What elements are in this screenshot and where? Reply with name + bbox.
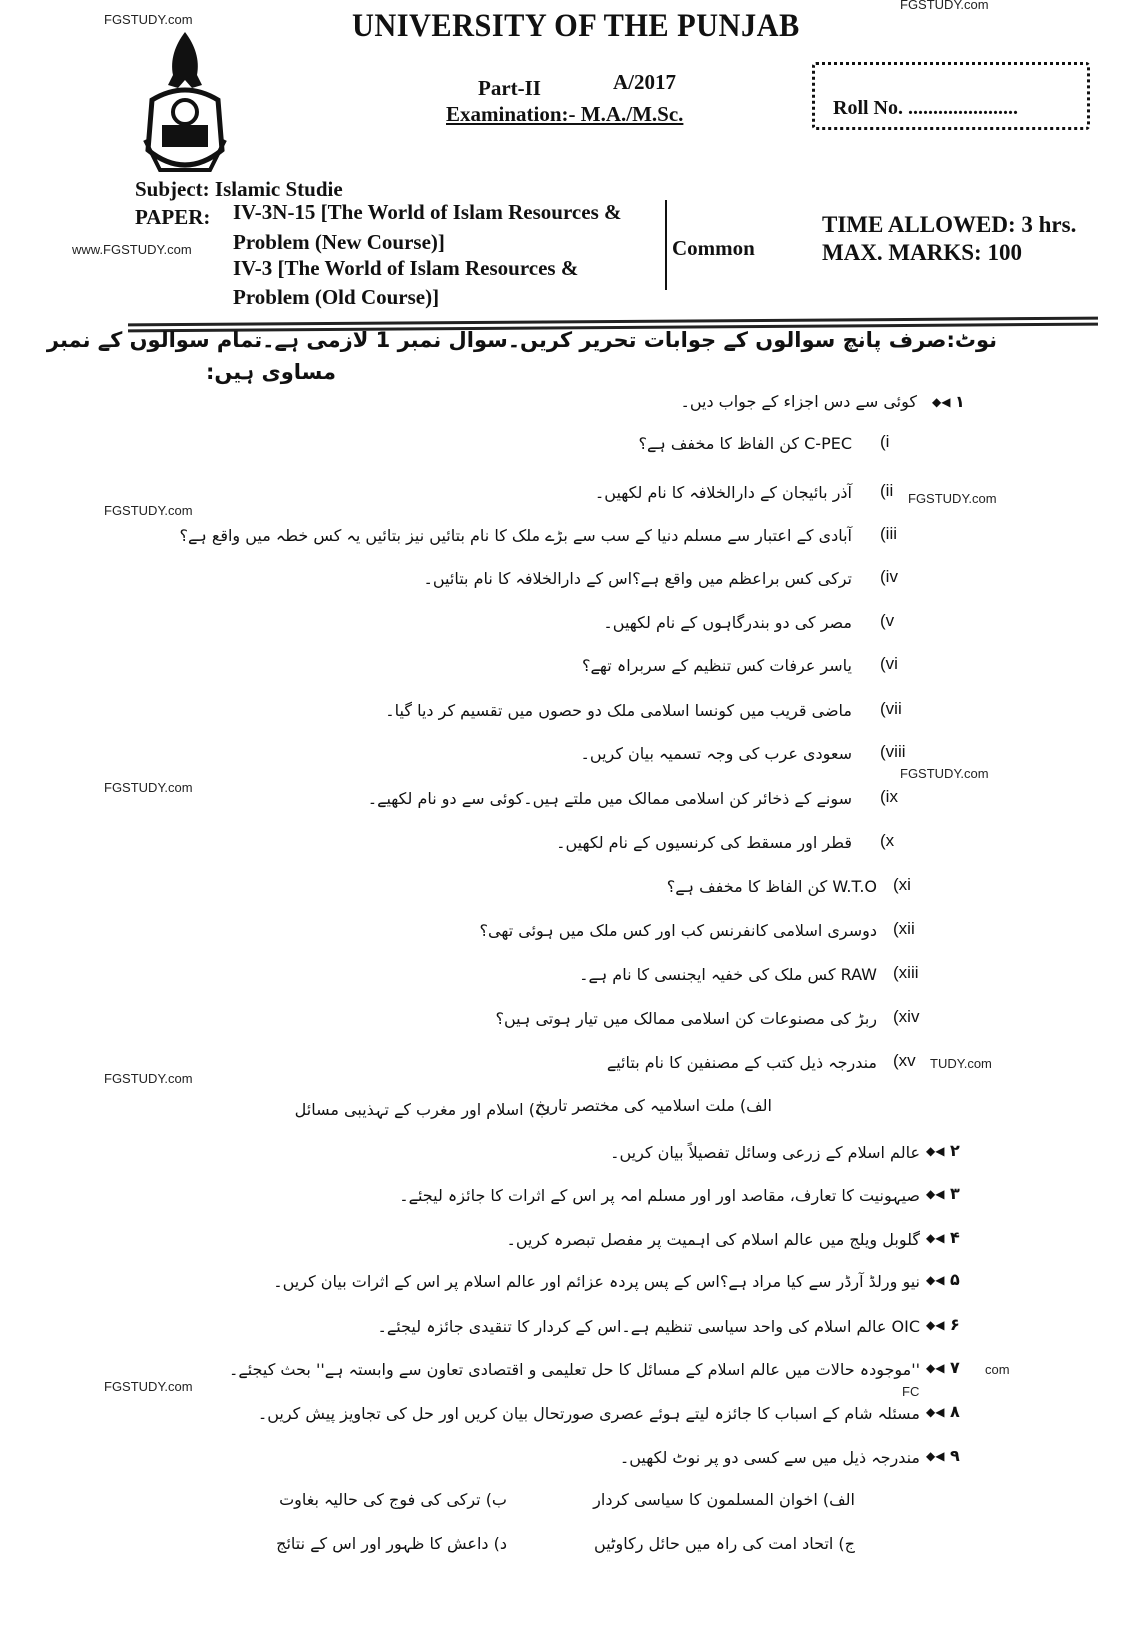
- part-text: یاسر عرفات کس تنظیم کے سربراہ تھے؟: [582, 656, 852, 675]
- question-number: ۹: [950, 1446, 960, 1465]
- part-number: (vi: [880, 654, 898, 673]
- question-text: OIC عالم اسلام کی واحد سیاسی تنظیم ہے۔اس کے کردار کا تنقیدی جائزہ لیجئے۔: [377, 1317, 920, 1336]
- pointer-icon: ◆◀: [932, 395, 951, 409]
- part-number: (vii: [880, 699, 902, 718]
- part-number: (ix: [880, 787, 898, 806]
- session-label: A/2017: [613, 70, 676, 94]
- pointer-icon: ◆◀: [926, 1187, 945, 1201]
- watermark: FGSTUDY.com: [104, 1071, 193, 1086]
- part-text: سونے کے ذخائر کن اسلامی ممالک میں ملتے ہیں۔کوئی سے دو نام لکھیے۔: [367, 789, 852, 808]
- question-text: عالم اسلام کے زرعی وسائل تفصیلاً بیان کریں۔: [610, 1143, 920, 1162]
- watermark: FGSTUDY.com: [104, 780, 193, 795]
- question-number: ۸: [950, 1402, 960, 1421]
- question-text: نیو ورلڈ آرڈر سے کیا مراد ہے؟اس کے پس پردہ عزائم اور عالم اسلام پر اس کے اثرات بیان کریں۔: [273, 1272, 920, 1291]
- part-text: ماضی قریب میں کونسا اسلامی ملک دو حصوں میں تقسیم کر دیا گیا۔: [385, 701, 852, 720]
- watermark: FGSTUDY.com: [104, 12, 193, 27]
- question-number: ۲: [950, 1141, 960, 1160]
- watermark: FGSTUDY.com: [908, 491, 997, 506]
- question-number: ۱: [955, 392, 965, 411]
- pointer-icon: ◆◀: [926, 1361, 945, 1375]
- university-title: UNIVERSITY OF THE PUNJAB: [352, 8, 800, 44]
- watermark: www.FGSTUDY.com: [72, 242, 192, 257]
- part-number: (xii: [893, 919, 915, 938]
- part-label: Part-II: [478, 76, 541, 100]
- question-text: صیہونیت کا تعارف، مقاصد اور اور مسلم امہ پر اس کے اثرات کا جائزہ لیجئے۔: [399, 1186, 920, 1205]
- part-text: دوسری اسلامی کانفرنس کب اور کس ملک میں ہوئی تھی؟: [479, 921, 877, 940]
- part-text: W.T.O کن الفاظ کا مخفف ہے؟: [666, 877, 877, 896]
- part-number: (xi: [893, 875, 911, 894]
- pointer-icon: ◆◀: [926, 1144, 945, 1158]
- question-text: گلوبل ویلج میں عالم اسلام کی اہمیت پر مفصل تبصرہ کریں۔: [506, 1230, 920, 1249]
- paper-line: Problem (New Course)]: [233, 230, 445, 254]
- roll-number-box: [812, 62, 1090, 130]
- question-text: ''موجودہ حالات میں عالم اسلام کے مسائل کا حل تعلیمی و اقتصادی تعاون سے وابستہ ہے'' بحث کیجئے۔: [228, 1360, 920, 1379]
- part-text: ترکی کس براعظم میں واقع ہے؟اس کے دارالخلافہ کا نام بتائیں۔: [423, 569, 852, 588]
- watermark: FC: [902, 1384, 920, 1399]
- part-text: قطر اور مسقط کی کرنسیوں کے نام لکھیں۔: [556, 833, 852, 852]
- part-number: (xv: [893, 1051, 916, 1070]
- question-number: ۵: [950, 1270, 960, 1289]
- part-number: (xiii: [893, 963, 919, 982]
- pointer-icon: ◆◀: [926, 1318, 945, 1332]
- question-text: مسئلہ شام کے اسباب کا جائزہ لیتے ہوئے عصری صورتحال بیان کریں اور حل کی تجاویز پیش کریں۔: [257, 1404, 920, 1423]
- question-text: کوئی سے دس اجزاء کے جواب دیں۔: [680, 392, 917, 411]
- part-number: (xiv: [893, 1007, 920, 1026]
- part-number: (ii: [880, 481, 894, 500]
- part-number: (iv: [880, 567, 898, 586]
- book-option: الف) ملت اسلامیہ کی مختصر تاریخ: [535, 1096, 772, 1115]
- question-text: مندرجہ ذیل میں سے کسی دو پر نوٹ لکھیں۔: [619, 1448, 920, 1467]
- examination-label: Examination:- M.A./M.Sc.: [446, 102, 684, 126]
- paper-line: Problem (Old Course)]: [233, 285, 440, 309]
- roll-number-label: Roll No. ......................: [833, 97, 1018, 119]
- question-number: ۳: [950, 1184, 960, 1203]
- note-option: ج) اتحاد امت کی راہ میں حائل رکاوٹیں: [594, 1534, 855, 1553]
- question-number: ۶: [950, 1315, 960, 1334]
- watermark: FGSTUDY.com: [104, 503, 193, 518]
- part-text: آذر بائیجان کے دارالخلافہ کا نام لکھیں۔: [594, 483, 852, 502]
- watermark: com: [985, 1362, 1010, 1377]
- part-text: مصر کی دو بندرگاہوں کے نام لکھیں۔: [603, 613, 852, 632]
- paper-line: IV-3 [The World of Islam Resources &: [233, 256, 579, 280]
- pointer-icon: ◆◀: [926, 1231, 945, 1245]
- divider: [665, 200, 667, 290]
- part-number: (iii: [880, 524, 897, 543]
- paper-line: IV-3N-15 [The World of Islam Resources &: [233, 200, 622, 224]
- part-text: C-PEC کن الفاظ کا مخفف ہے؟: [638, 434, 852, 453]
- university-crest-logo: [140, 30, 230, 180]
- question-number: ۷: [950, 1358, 960, 1377]
- part-text: RAW کس ملک کی خفیہ ایجنسی کا نام ہے۔: [579, 965, 877, 984]
- pointer-icon: ◆◀: [926, 1405, 945, 1419]
- common-label: Common: [672, 236, 755, 260]
- pointer-icon: ◆◀: [926, 1273, 945, 1287]
- part-text: مندرجہ ذیل کتب کے مصنفین کا نام بتائیے: [606, 1053, 877, 1072]
- instructions-note: نوٹ:صرف پانچ سوالوں کے جوابات تحریر کریں۔سوال نمبر 1 لازمی ہے۔تمام سوالوں کے نمبر: [46, 328, 997, 352]
- question-number: ۴: [950, 1228, 960, 1247]
- part-number: (i: [880, 432, 890, 451]
- max-marks: MAX. MARKS: 100: [822, 240, 1022, 265]
- book-option: ب) اسلام اور مغرب کے تہذیبی مسائل: [294, 1100, 550, 1119]
- part-number: (v: [880, 611, 895, 630]
- subject-label: Subject: Islamic Studie: [135, 177, 343, 201]
- time-allowed: TIME ALLOWED: 3 hrs.: [822, 212, 1077, 237]
- part-number: (viii: [880, 742, 906, 761]
- part-text: سعودی عرب کی وجہ تسمیہ بیان کریں۔: [580, 744, 852, 763]
- watermark: TUDY.com: [930, 1056, 992, 1071]
- watermark: FGSTUDY.com: [104, 1379, 193, 1394]
- part-text: ربڑ کی مصنوعات کن اسلامی ممالک میں تیار ہوتی ہیں؟: [495, 1009, 877, 1028]
- part-number: (x: [880, 831, 895, 850]
- pointer-icon: ◆◀: [926, 1449, 945, 1463]
- watermark: FGSTUDY.com: [900, 0, 989, 12]
- note-option: الف) اخوان المسلمون کا سیاسی کردار: [593, 1490, 855, 1509]
- watermark: FGSTUDY.com: [900, 766, 989, 781]
- note-option: د) داعش کا ظہور اور اس کے نتائج: [276, 1534, 507, 1553]
- instructions-note: مساوی ہیں:: [206, 360, 337, 384]
- note-option: ب) ترکی کی فوج کی حالیہ بغاوت: [279, 1490, 507, 1509]
- paper-label: PAPER:: [135, 205, 211, 229]
- part-text: آبادی کے اعتبار سے مسلم دنیا کے سب سے بڑے ملک کا نام بتائیں نیز بتائیں یہ کس خطہ میں واقع ہے؟: [179, 526, 852, 545]
